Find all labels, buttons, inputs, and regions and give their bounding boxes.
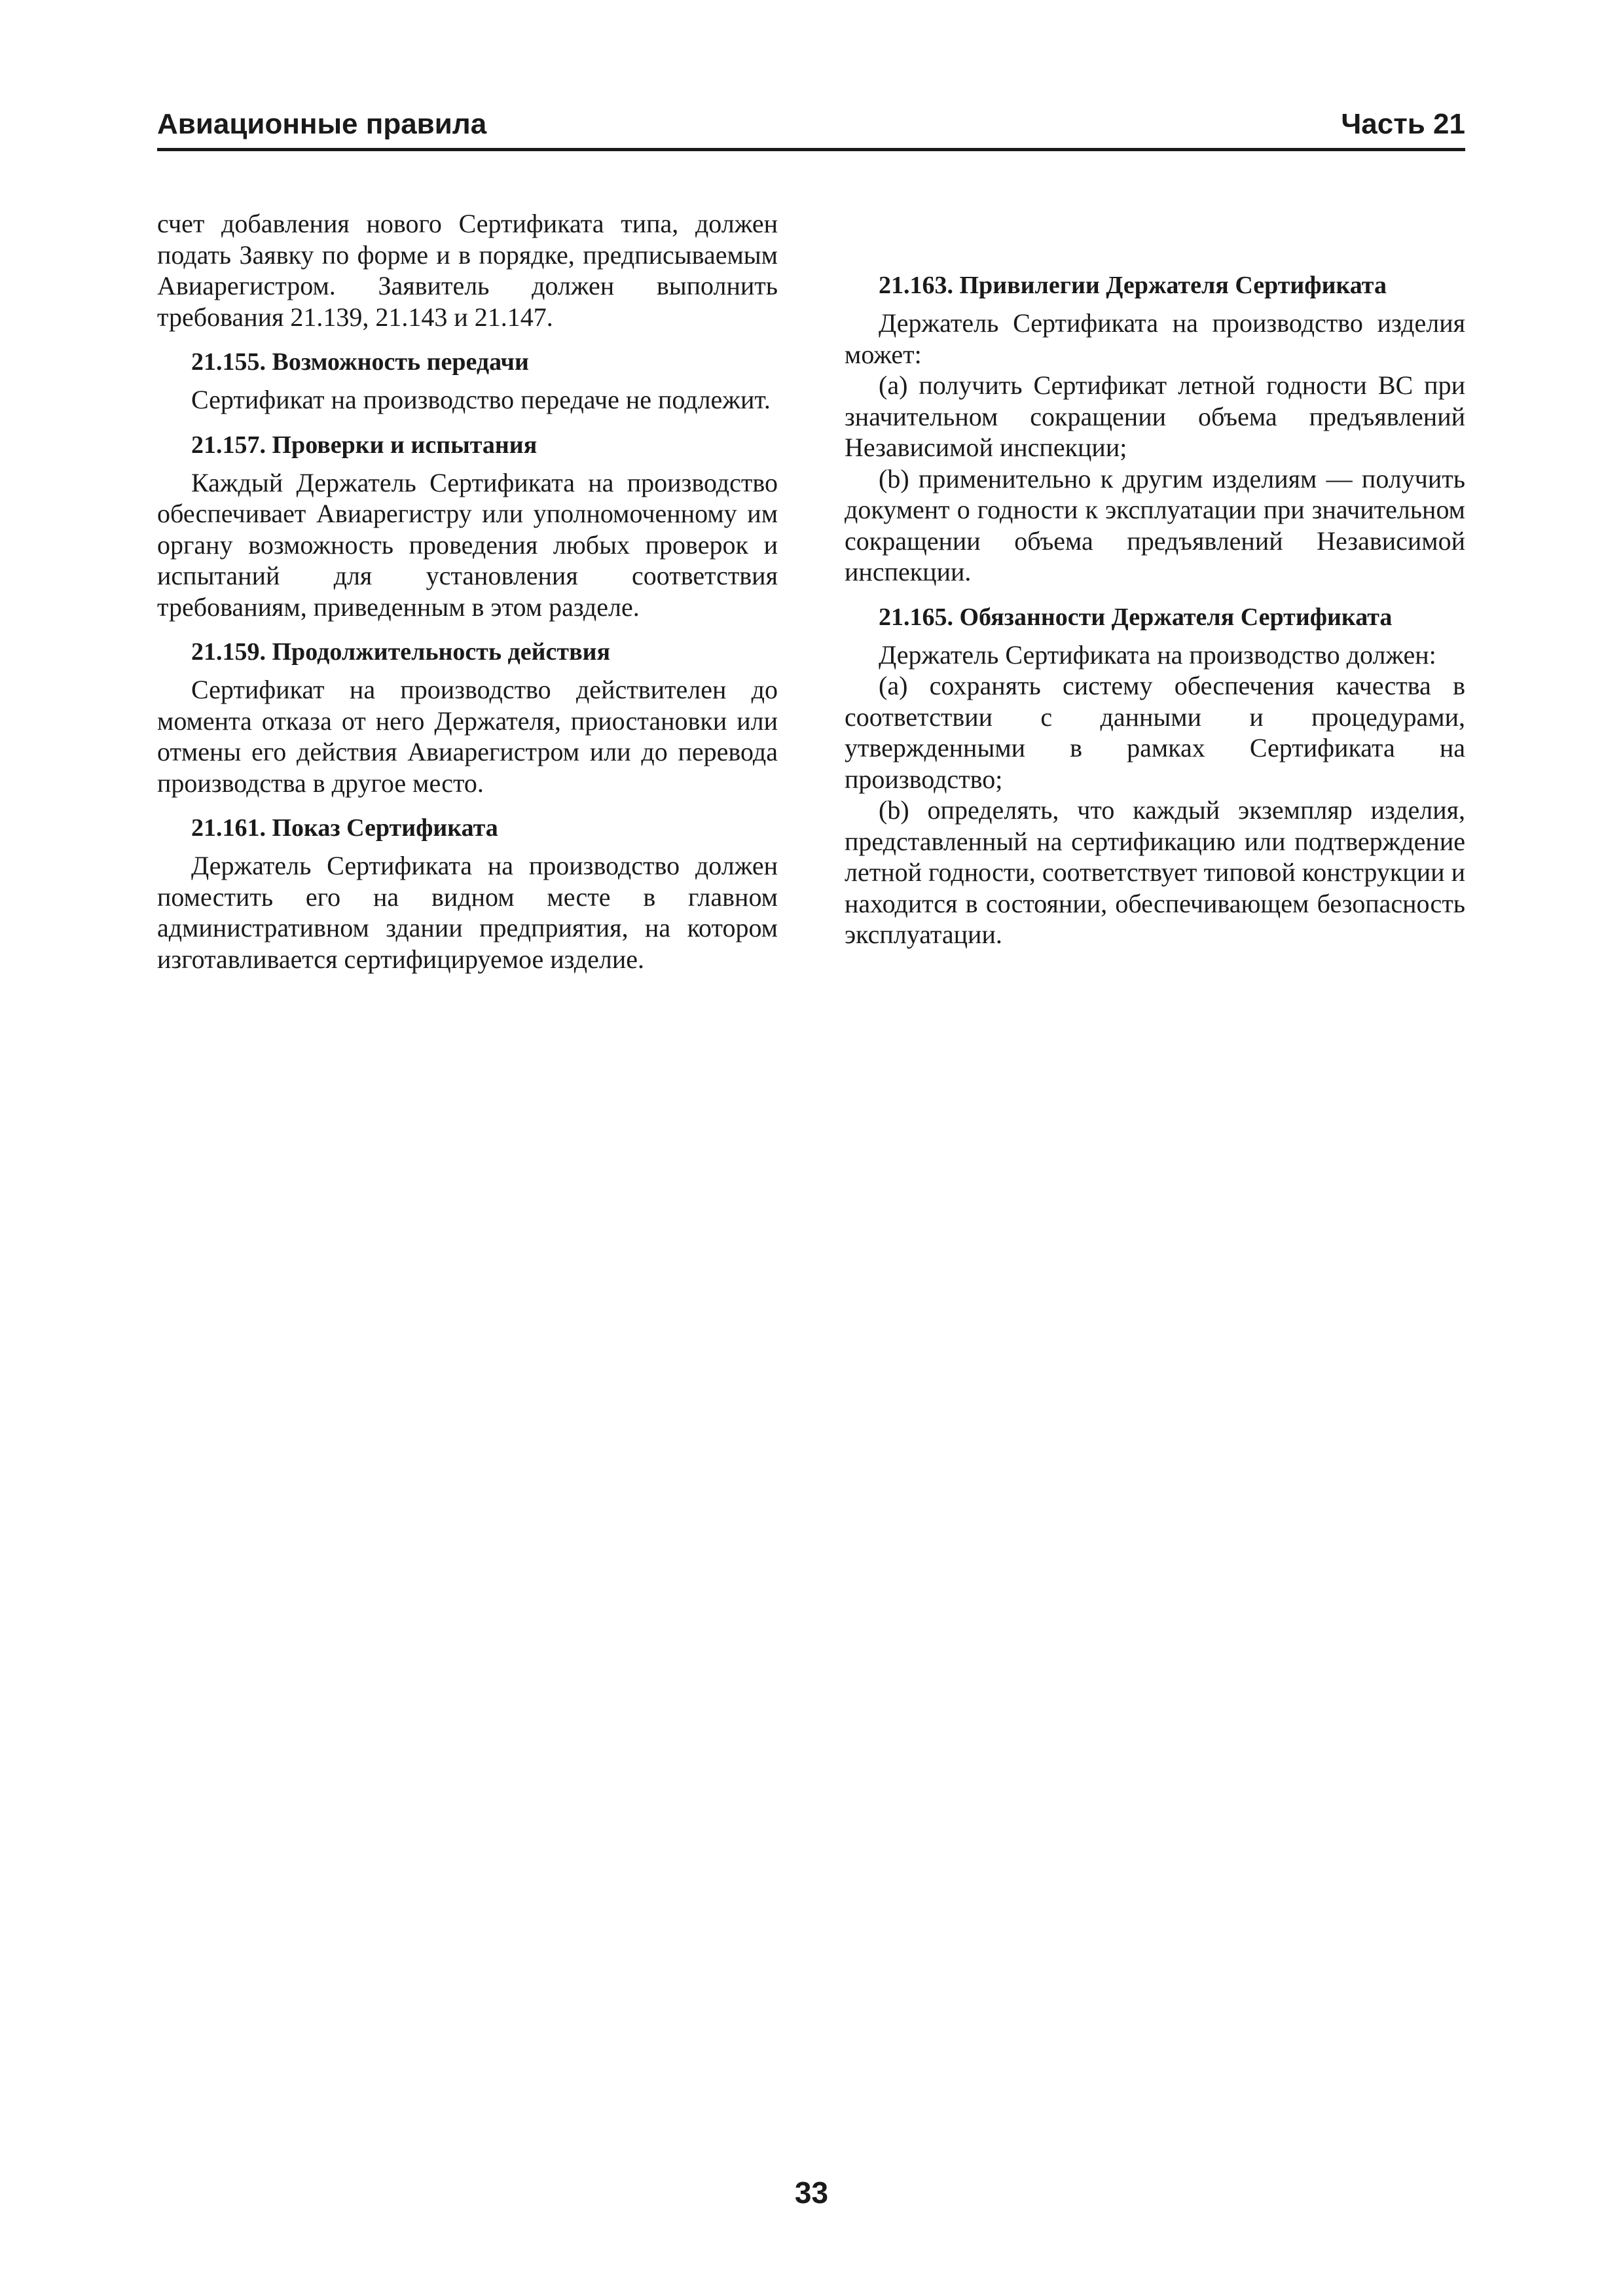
section-21-165-item-b: (b) определять, что каждый экземпляр изделия, представленный на сертификацию или подтверждение летной годности, соответствует типовой конструкции и находится в состоянии, обеспечивающем безопасность эксплуатации. <box>845 795 1465 949</box>
running-header <box>157 102 1465 151</box>
section-21-165-intro: Держатель Сертификата на производство должен: <box>879 639 1436 670</box>
section-21-159-heading: 21.159. Продолжительность действия <box>191 638 611 666</box>
section-21-155-heading: 21.155. Возможность передачи <box>191 348 529 376</box>
page-number: 33 <box>794 2176 829 2210</box>
section-21-163-heading: 21.163. Привилегии Держателя Сертификата <box>879 272 1387 299</box>
right-column <box>845 208 1465 950</box>
section-21-159-text: Сертификат на производство действителен до момента отказа от него Держателя, приостановки или отмены его действия Авиарегистром или до перевода производства в другое место. <box>157 675 778 798</box>
left-column <box>157 208 778 975</box>
section-21-165-item-a: (a) сохранять систему обеспечения качества в соответствии с данными и процедурами, утвержденными в рамках Сертификата на производство; <box>845 671 1465 794</box>
section-21-163-item-b: (b) применительно к другим изделиям — получить документ о годности к эксплуатации при значительном сокращении объема предъявлений Независимой инспекции. <box>845 463 1465 586</box>
section-21-155-text: Сертификат на производство передаче не подлежит. <box>191 385 771 414</box>
section-21-157-text: Каждый Держатель Сертификата на производство обеспечивает Авиарегистру или уполномоченному им органу возможность проведения любых проверок и испытаний для установления соответствия требованиям, приведенным в этом разделе. <box>157 467 778 622</box>
section-21-165-heading: 21.165. Обязанности Держателя Сертификата <box>879 603 1393 631</box>
section-21-163-intro: Держатель Сертификата на производство изделия может: <box>845 308 1465 369</box>
paragraph-continuation: счет добавления нового Сертификата типа, должен подать Заявку по форме и в порядке, предписываемым Авиарегистром. Заявитель должен выполнить требования 21.139, 21.143 и 21.147. <box>157 209 778 332</box>
section-21-163-item-a: (a) получить Сертификат летной годности ВС при значительном сокращении объема предъявлений Независимой инспекции; <box>845 370 1465 462</box>
header-title: Авиационные правила <box>157 108 487 140</box>
section-21-161-heading: 21.161. Показ Сертификата <box>191 814 498 842</box>
header-part: Часть 21 <box>1341 108 1465 140</box>
section-21-157-heading: 21.157. Проверки и испытания <box>191 431 538 459</box>
section-21-161-text: Держатель Сертификата на производство должен поместить его на видном месте в главном административном здании предприятия, на котором изготавливается сертифицируемое изделие. <box>157 851 778 974</box>
